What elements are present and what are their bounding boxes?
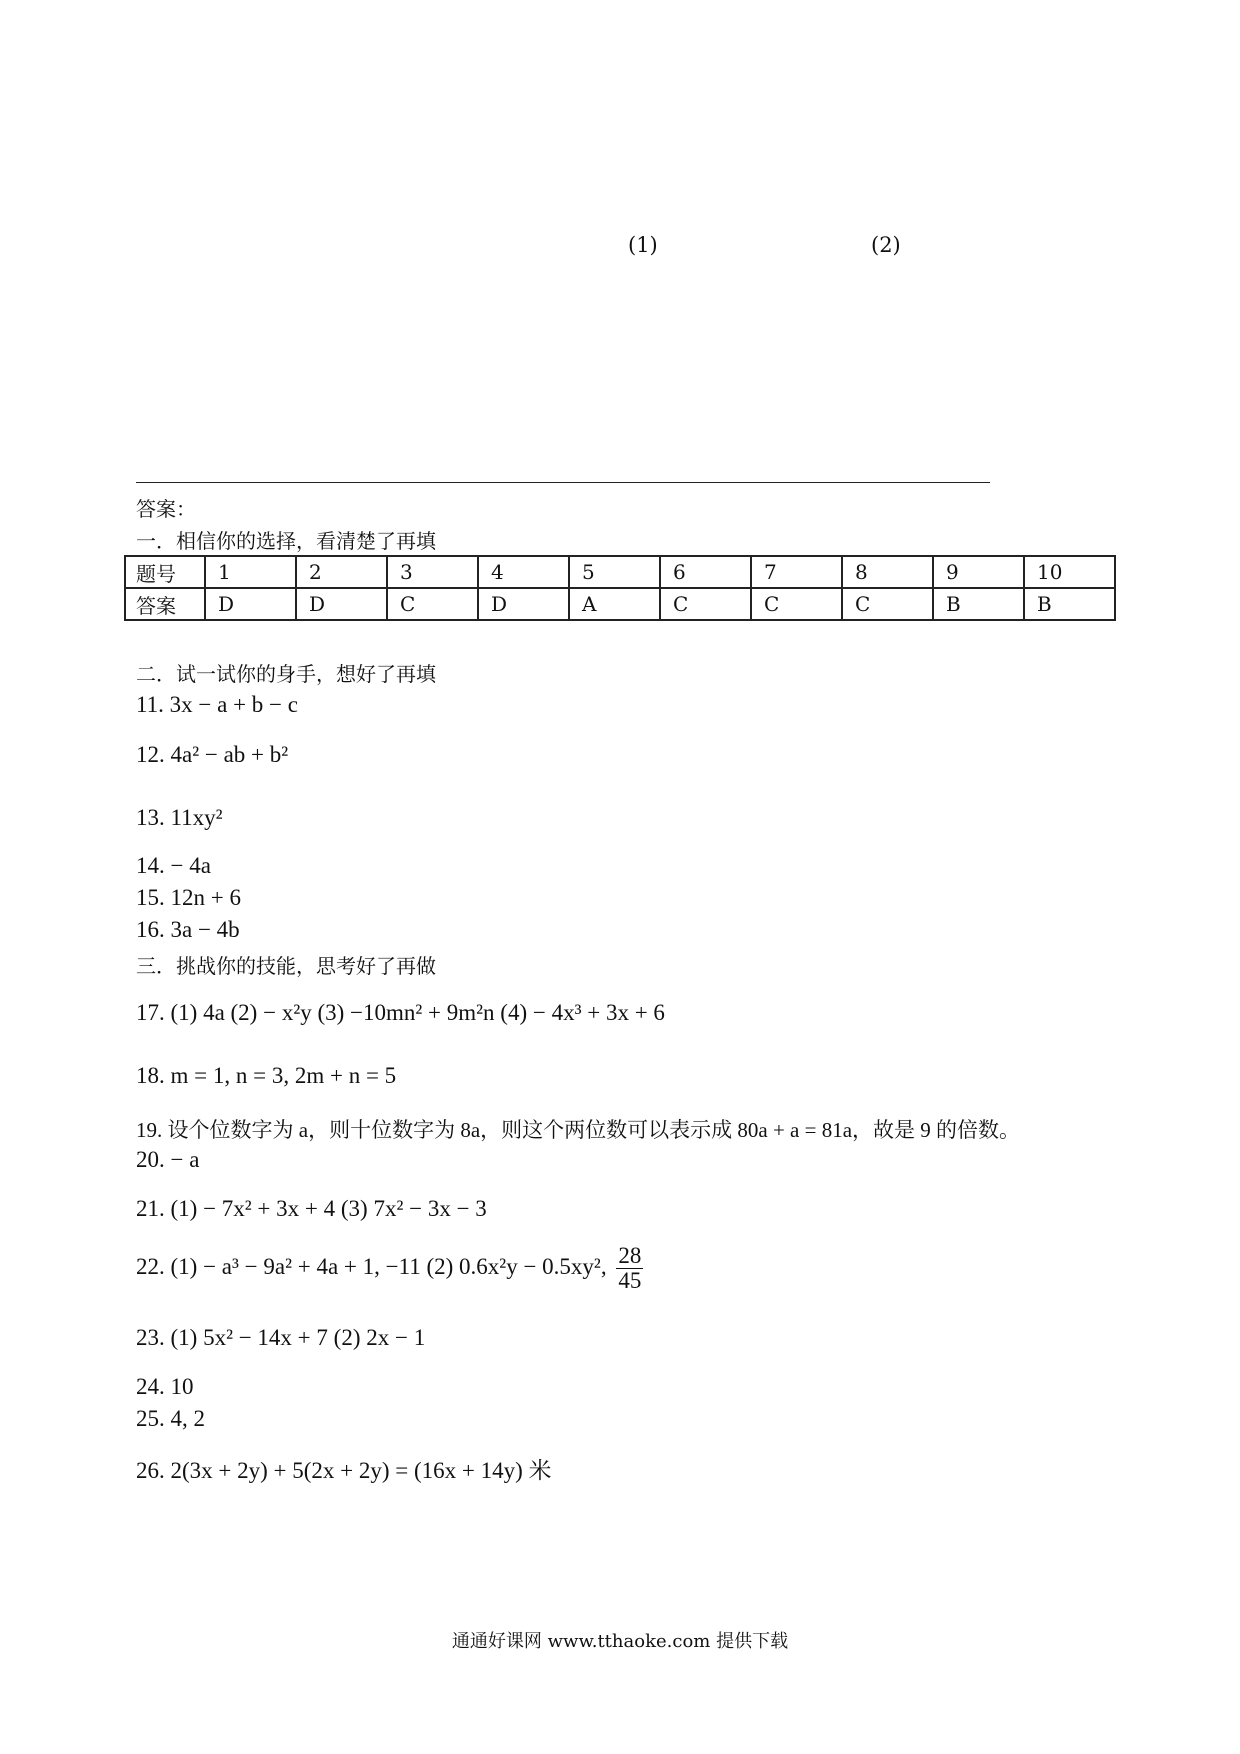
table-cell: D [478, 588, 569, 620]
table-cell: 4 [478, 556, 569, 588]
answer-14: 14. − 4a [136, 853, 211, 878]
table-cell: 5 [569, 556, 660, 588]
answer-19: 19. 设个位数字为 a，则十位数字为 8a，则这个两位数可以表示成 80a + a = 81a，故是 9 的倍数。 [136, 1118, 1021, 1142]
page-footer: 通通好课网 www.tthaoke.com 提供下载 [451, 1631, 789, 1652]
answer-table [124, 555, 1116, 621]
table-cell: C [842, 588, 933, 620]
answer-13: 13. 11xy² [136, 805, 223, 830]
table-cell: 8 [842, 556, 933, 588]
table-cell: 9 [933, 556, 1024, 588]
answer-23: 23. (1) 5x² − 14x + 7 (2) 2x − 1 [136, 1325, 426, 1350]
table-row-numbers [125, 556, 1115, 588]
table-cell: C [387, 588, 478, 620]
section1-heading: 一．相信你的选择，看清楚了再填 [136, 529, 436, 553]
fraction-numerator: 28 [618, 1243, 642, 1268]
answer-21: 21. (1) − 7x² + 3x + 4 (3) 7x² − 3x − 3 [136, 1196, 487, 1221]
table-header-cell: 题号 [125, 556, 205, 588]
table-header-cell: 答案 [125, 588, 205, 620]
answer-12: 12. 4a² − ab + b² [136, 742, 289, 767]
answer-22-fraction [616, 1244, 643, 1293]
answer-11: 11. 3x − a + b − c [136, 692, 298, 717]
table-cell: 6 [660, 556, 751, 588]
fraction-denominator: 45 [618, 1268, 642, 1294]
figure-label-2: (2) [871, 233, 901, 257]
answer-20: 20. − a [136, 1147, 200, 1172]
table-row-answers [125, 588, 1115, 620]
section2-heading: 二．试一试你的身手，想好了再填 [136, 662, 436, 686]
table-cell: 1 [205, 556, 296, 588]
table-cell: A [569, 588, 660, 620]
table-cell: 3 [387, 556, 478, 588]
answer-16: 16. 3a − 4b [136, 917, 240, 942]
answer-26: 26. 2(3x + 2y) + 5(2x + 2y) = (16x + 14y) 米 [136, 1458, 552, 1483]
table-cell: C [751, 588, 842, 620]
table-cell: 7 [751, 556, 842, 588]
answer-18: 18. m = 1, n = 3, 2m + n = 5 [136, 1063, 397, 1088]
separator-line [136, 482, 990, 483]
table-cell: 2 [296, 556, 387, 588]
answer-22-text: 22. (1) − a³ − 9a² + 4a + 1, −11 (2) 0.6x²y − 0.5xy², [136, 1253, 607, 1279]
answer-17: 17. (1) 4a (2) − x²y (3) −10mn² + 9m²n (4) − 4x³ + 3x + 6 [136, 1000, 665, 1025]
answer-22 [136, 1244, 643, 1293]
table-cell: 10 [1024, 556, 1115, 588]
table-cell: D [205, 588, 296, 620]
table-cell: C [660, 588, 751, 620]
section3-heading: 三．挑战你的技能，思考好了再做 [136, 954, 436, 978]
answer-24: 24. 10 [136, 1374, 194, 1399]
answer-25: 25. 4, 2 [136, 1406, 205, 1431]
table-cell: D [296, 588, 387, 620]
answer-15: 15. 12n + 6 [136, 885, 241, 910]
table-cell: B [933, 588, 1024, 620]
answers-title: 答案： [136, 497, 196, 521]
figure-label-1: (1) [628, 233, 658, 257]
table-cell: B [1024, 588, 1115, 620]
